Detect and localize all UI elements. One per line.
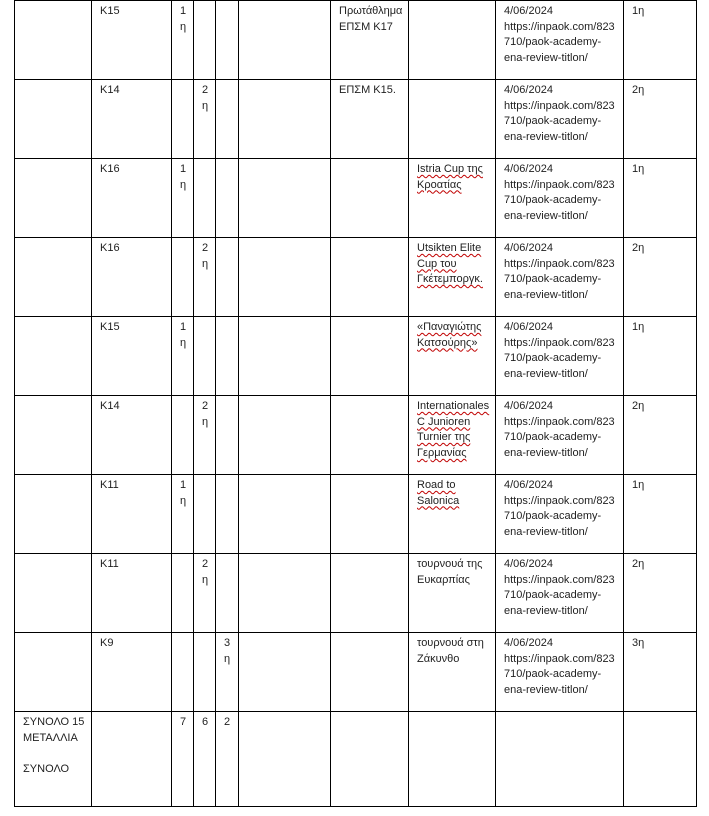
- silver-cell: 2η: [194, 396, 216, 475]
- gold-total: 7: [172, 712, 194, 807]
- gold-cell: [172, 633, 194, 712]
- bronze-cell: [216, 80, 239, 159]
- table-row: [15, 1, 697, 80]
- bronze-total: 2: [216, 712, 239, 807]
- tournament-cell: [409, 80, 496, 159]
- medals-table: [14, 0, 697, 807]
- date-text: 4/06/2024: [504, 84, 553, 96]
- source-url: https://inpaok.com/823710/paok-academy-ena-review-titlon/: [504, 415, 615, 459]
- empty-cell: [239, 396, 331, 475]
- bronze-cell: [216, 396, 239, 475]
- silver-cell: [194, 1, 216, 80]
- date-text: 4/06/2024: [504, 5, 553, 17]
- gold-cell: [172, 396, 194, 475]
- team-cell: [15, 317, 92, 396]
- tournament-name: «Παναγιώτης Κατσούρης»: [409, 317, 496, 396]
- silver-cell: [194, 475, 216, 554]
- source-cell: [496, 159, 624, 238]
- empty-cell: [239, 475, 331, 554]
- team-cell: [15, 1, 92, 80]
- category-cell: K14: [92, 396, 172, 475]
- empty-cell: [239, 712, 331, 807]
- silver-cell: [194, 633, 216, 712]
- empty-cell: [239, 159, 331, 238]
- tournament-name: Internationales C Junioren Turnier της Γερμανίας: [409, 396, 496, 475]
- bronze-cell: [216, 475, 239, 554]
- team-cell: [15, 633, 92, 712]
- empty-cell: [239, 554, 331, 633]
- table-row: [15, 396, 697, 475]
- tournament-name: Road to Salonica: [409, 475, 496, 554]
- empty-cell: [92, 712, 172, 807]
- category-cell: K15: [92, 317, 172, 396]
- gold-cell: [172, 238, 194, 317]
- bronze-cell: [216, 317, 239, 396]
- source-url: https://inpaok.com/823710/paok-academy-ena-review-titlon/: [504, 99, 615, 143]
- bronze-cell: [216, 1, 239, 80]
- category-cell: K14: [92, 80, 172, 159]
- league-cell: ΕΠΣΜ Κ15.: [331, 80, 409, 159]
- source-cell: [496, 475, 624, 554]
- place-cell: 2η: [624, 238, 697, 317]
- source-cell: [496, 633, 624, 712]
- place-cell: 1η: [624, 159, 697, 238]
- bronze-cell: [216, 554, 239, 633]
- silver-cell: 2η: [194, 238, 216, 317]
- source-url: https://inpaok.com/823710/paok-academy-ena-review-titlon/: [504, 494, 615, 538]
- table-row: [15, 238, 697, 317]
- category-cell: K15: [92, 1, 172, 80]
- category-cell: K16: [92, 159, 172, 238]
- tournament-cell: [409, 1, 496, 80]
- table-row: [15, 159, 697, 238]
- table-row: [15, 80, 697, 159]
- league-cell: [331, 238, 409, 317]
- tournament-cell: τουρνουά της Ευκαρπίας: [409, 554, 496, 633]
- gold-cell: [172, 80, 194, 159]
- gold-cell: 1η: [172, 317, 194, 396]
- date-text: 4/06/2024: [504, 321, 553, 333]
- gold-cell: 1η: [172, 1, 194, 80]
- silver-cell: [194, 159, 216, 238]
- source-url: https://inpaok.com/823710/paok-academy-ena-review-titlon/: [504, 178, 615, 222]
- source-cell: [496, 1, 624, 80]
- gold-cell: 1η: [172, 159, 194, 238]
- team-cell: [15, 238, 92, 317]
- source-url: https://inpaok.com/823710/paok-academy-ena-review-titlon/: [504, 336, 615, 380]
- table-row: [15, 554, 697, 633]
- source-cell: [496, 317, 624, 396]
- league-cell: [331, 396, 409, 475]
- date-text: 4/06/2024: [504, 637, 553, 649]
- team-cell: [15, 80, 92, 159]
- empty-cell: [496, 712, 624, 807]
- place-cell: 2η: [624, 396, 697, 475]
- total-row: [15, 712, 697, 807]
- league-cell: [331, 633, 409, 712]
- table-row: [15, 475, 697, 554]
- source-url: https://inpaok.com/823710/paok-academy-ena-review-titlon/: [504, 257, 615, 301]
- empty-cell: [239, 238, 331, 317]
- silver-cell: 2η: [194, 554, 216, 633]
- silver-cell: 2η: [194, 80, 216, 159]
- bronze-cell: 3η: [216, 633, 239, 712]
- source-url: https://inpaok.com/823710/paok-academy-ena-review-titlon/: [504, 573, 615, 617]
- silver-total: 6: [194, 712, 216, 807]
- tournament-cell: τουρνουά στη Ζάκυνθο: [409, 633, 496, 712]
- date-text: 4/06/2024: [504, 163, 553, 175]
- date-text: 4/06/2024: [504, 242, 553, 254]
- date-text: 4/06/2024: [504, 400, 553, 412]
- category-cell: K11: [92, 554, 172, 633]
- bronze-cell: [216, 159, 239, 238]
- place-cell: 1η: [624, 317, 697, 396]
- team-cell: [15, 475, 92, 554]
- category-cell: K9: [92, 633, 172, 712]
- date-text: 4/06/2024: [504, 558, 553, 570]
- gold-cell: [172, 554, 194, 633]
- source-cell: [496, 80, 624, 159]
- total-label: ΣΥΝΟΛΟ 15 ΜΕΤΑΛΛΙΑ: [23, 716, 85, 744]
- table-row: [15, 317, 697, 396]
- source-cell: [496, 238, 624, 317]
- league-cell: [331, 475, 409, 554]
- date-text: 4/06/2024: [504, 479, 553, 491]
- total-label-cell: [15, 712, 92, 807]
- source-url: https://inpaok.com/823710/paok-academy-ena-review-titlon/: [504, 652, 615, 696]
- category-cell: K16: [92, 238, 172, 317]
- place-cell: 1η: [624, 475, 697, 554]
- league-cell: [331, 554, 409, 633]
- bronze-cell: [216, 238, 239, 317]
- place-cell: 2η: [624, 554, 697, 633]
- empty-cell: [409, 712, 496, 807]
- league-cell: Πρωτάθλημα ΕΠΣΜ Κ17: [331, 1, 409, 80]
- league-cell: [331, 159, 409, 238]
- gold-cell: 1η: [172, 475, 194, 554]
- table-row: [15, 633, 697, 712]
- team-cell: [15, 554, 92, 633]
- tournament-name: Utsikten Elite Cup του Γκέτεμποργκ.: [409, 238, 496, 317]
- empty-cell: [239, 1, 331, 80]
- empty-cell: [239, 633, 331, 712]
- empty-cell: [239, 317, 331, 396]
- team-cell: [15, 159, 92, 238]
- empty-cell: [331, 712, 409, 807]
- source-cell: [496, 554, 624, 633]
- place-cell: 3η: [624, 633, 697, 712]
- place-cell: 1η: [624, 1, 697, 80]
- empty-cell: [624, 712, 697, 807]
- source-url: https://inpaok.com/823710/paok-academy-ena-review-titlon/: [504, 20, 615, 64]
- source-cell: [496, 396, 624, 475]
- silver-cell: [194, 317, 216, 396]
- tournament-name: Istria Cup της Κροατίας: [409, 159, 496, 238]
- empty-cell: [239, 80, 331, 159]
- total-label-2: ΣΥΝΟΛΟ: [23, 763, 70, 776]
- team-cell: [15, 396, 92, 475]
- league-cell: [331, 317, 409, 396]
- place-cell: 2η: [624, 80, 697, 159]
- category-cell: K11: [92, 475, 172, 554]
